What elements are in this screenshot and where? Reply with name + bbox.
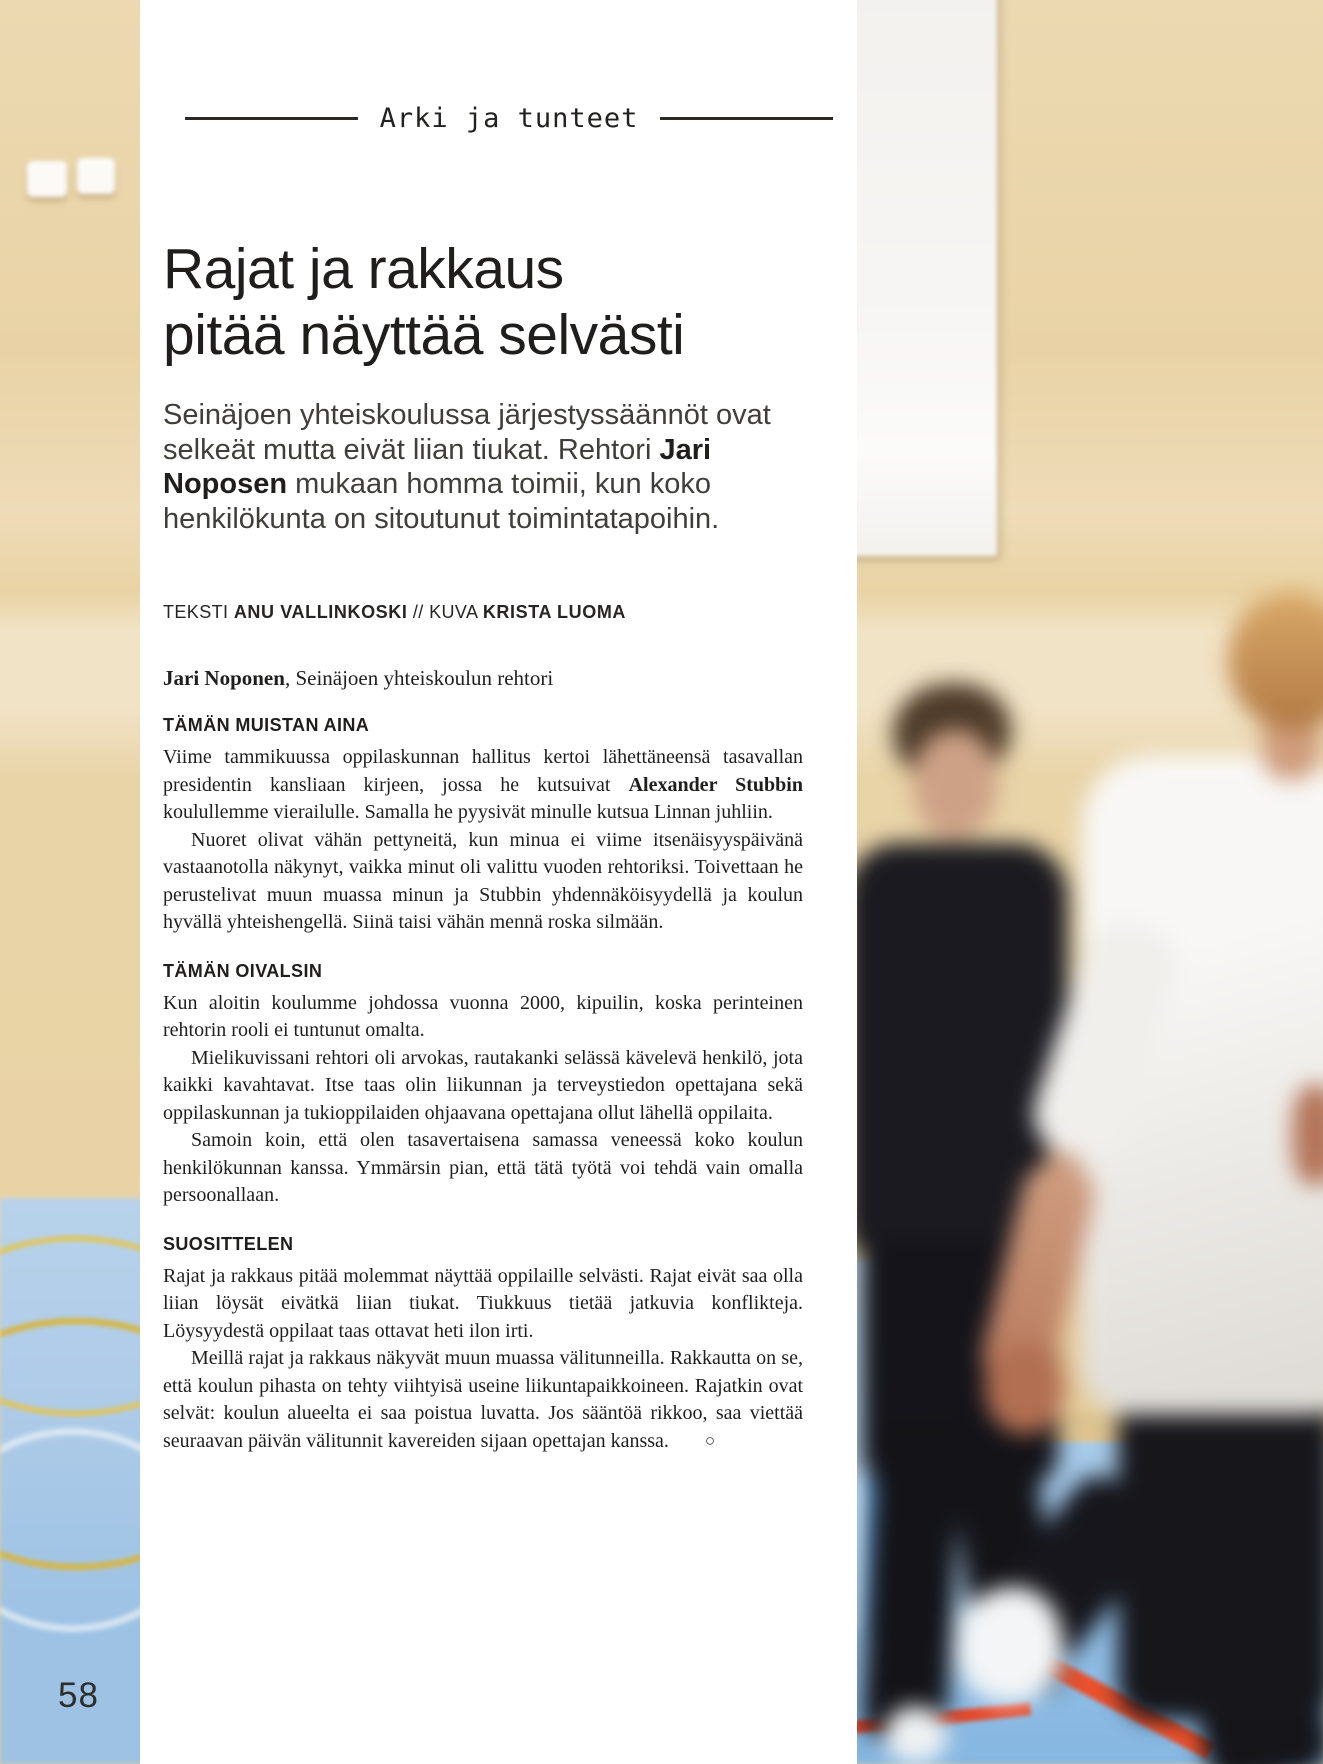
title-line-2: pitää näyttää selvästi — [163, 303, 685, 368]
byline-photo-label: KUVA — [429, 602, 478, 622]
intro-text: mukaan homma toimii, kun koko henkilökunta on sitoutunut toimintatapoihin. — [163, 468, 720, 535]
section-heading: TÄMÄN MUISTAN AINA — [163, 715, 370, 735]
kicker-rule-left — [185, 117, 358, 120]
byline-photographer: KRISTA LUOMA — [482, 602, 627, 622]
paragraph-text: Viime tammikuussa oppilaskunnan hallitus kertoi lähettäneensä tasavallan presidentin kansliaan kirjeen, jossa he kutsuivat — [163, 746, 803, 796]
intro-text: Seinäjoen yhteiskoulussa järjestyssäännöt ovat selkeät mutta eivät liian tiukat. Rehtori — [163, 399, 771, 466]
byline-separator: // — [412, 602, 424, 622]
intro-principal-name: Jari Noposen — [163, 433, 712, 500]
paragraph-text: Rajat ja rakkaus pitää molemmat näyttää oppilaille selvästi. Rajat eivät saa olla liian löysät eivätkä liian tiukat. Tiukkuus tietää jatkuvia konflikteja. Löysyydestä oppilaat taas ottavat heti ilon irti. — [163, 1264, 803, 1342]
paragraph-text: Mielikuvissani rehtori oli arvokas, rautakanki selässä kävelevä henkilö, jota kaikki kavahtavat. Itse taas olin liikunnan ja terveystiedon opettajana sekä oppilaskunnan ja tukioppilaiden ohjaavana opettajana ollut lähellä oppilaita. — [163, 1046, 803, 1124]
section-heading: SUOSITTELEN — [163, 1233, 294, 1254]
paragraph — [163, 1263, 803, 1346]
paragraph-text: Samoin koin, että olen tasavertaisena samassa veneessä koko koulun henkilökunnan kanssa. Ymmärsin pian, että tätä työtä voi tehdä vain omalla persoonallaan. — [163, 1129, 803, 1206]
person-black-shirt-face — [913, 730, 997, 838]
article-panel — [140, 0, 857, 1764]
paragraph — [163, 744, 803, 827]
byline — [163, 602, 626, 623]
person-white-shirt-hand — [1292, 1085, 1323, 1185]
article-intro — [163, 398, 808, 536]
paragraph — [163, 990, 803, 1045]
paragraph — [163, 1127, 803, 1210]
article-section — [163, 1234, 803, 1456]
interviewee-role: , Seinäjoen yhteiskoulun rehtori — [284, 666, 554, 690]
byline-text-label: TEKSTI — [163, 602, 229, 622]
byline-author: ANU VALLINKOSKI — [233, 602, 408, 622]
paragraph — [163, 1345, 803, 1455]
interviewee-leadin — [163, 666, 803, 691]
paragraph-text: Kun aloitin koulumme johdossa vuonna 2000, kipuilin, koska perinteinen rehtorin rooli ei tuntunut omalta. — [163, 991, 803, 1041]
white-sock — [884, 1706, 948, 1764]
section-kicker — [185, 103, 833, 134]
article-section — [163, 961, 803, 1210]
person-black-shirt-leg — [862, 1418, 963, 1744]
paragraph-text: Meillä rajat ja rakkaus näkyvät muun muassa välitunneilla. Rakkautta on se, että koulun pihasta on tehty viihtyisä useine liikuntapaikkoineen. Rajatkin ovat selvät: koulun alueelta ei saa poistua luvatta. Jos sääntöä rikkoo, saa viettää seuraavan päivän välitunnit kavereiden sijaan opettajan kanssa. — [163, 1347, 803, 1452]
person-white-shirt-hair — [1228, 592, 1323, 730]
article-section — [163, 715, 803, 937]
person-white-shirt-pants — [1118, 1388, 1323, 1720]
page-number: 58 — [58, 1676, 99, 1715]
kicker-rule-right — [660, 117, 833, 120]
paragraph-text: Nuoret olivat vähän pettyneitä, kun minua ei viime itsenäisyyspäivänä vastaanotolla näkynyt, vaikka minut oli valittu vuoden rehtoriksi. Toivettaan he perustelivat muun muassa minun ja Stubbin yhdennäköisyydellä ja koulun hyvällä yhteishengellä. Siinä taisi vähän mennä roska silmään. — [163, 828, 803, 933]
article-title — [163, 236, 684, 368]
section-heading: TÄMÄN OIVALSIN — [163, 960, 323, 981]
article-body — [163, 666, 803, 1455]
person-white-shirt-hand — [985, 1342, 1065, 1434]
mentioned-name: Alexander Stubbin — [628, 773, 803, 796]
kicker-label: Arki ja tunteet — [379, 103, 639, 134]
interviewee-name: Jari Noponen — [163, 666, 285, 690]
paragraph-text: koulullemme vierailulle. Samalla he pyysivät minulle kutsua Linnan juhliin. — [163, 801, 773, 823]
title-line-1: Rajat ja rakkaus — [163, 237, 564, 302]
paragraph — [163, 1045, 803, 1128]
paragraph — [163, 827, 803, 937]
end-of-article-mark: ○ — [704, 1430, 716, 1450]
